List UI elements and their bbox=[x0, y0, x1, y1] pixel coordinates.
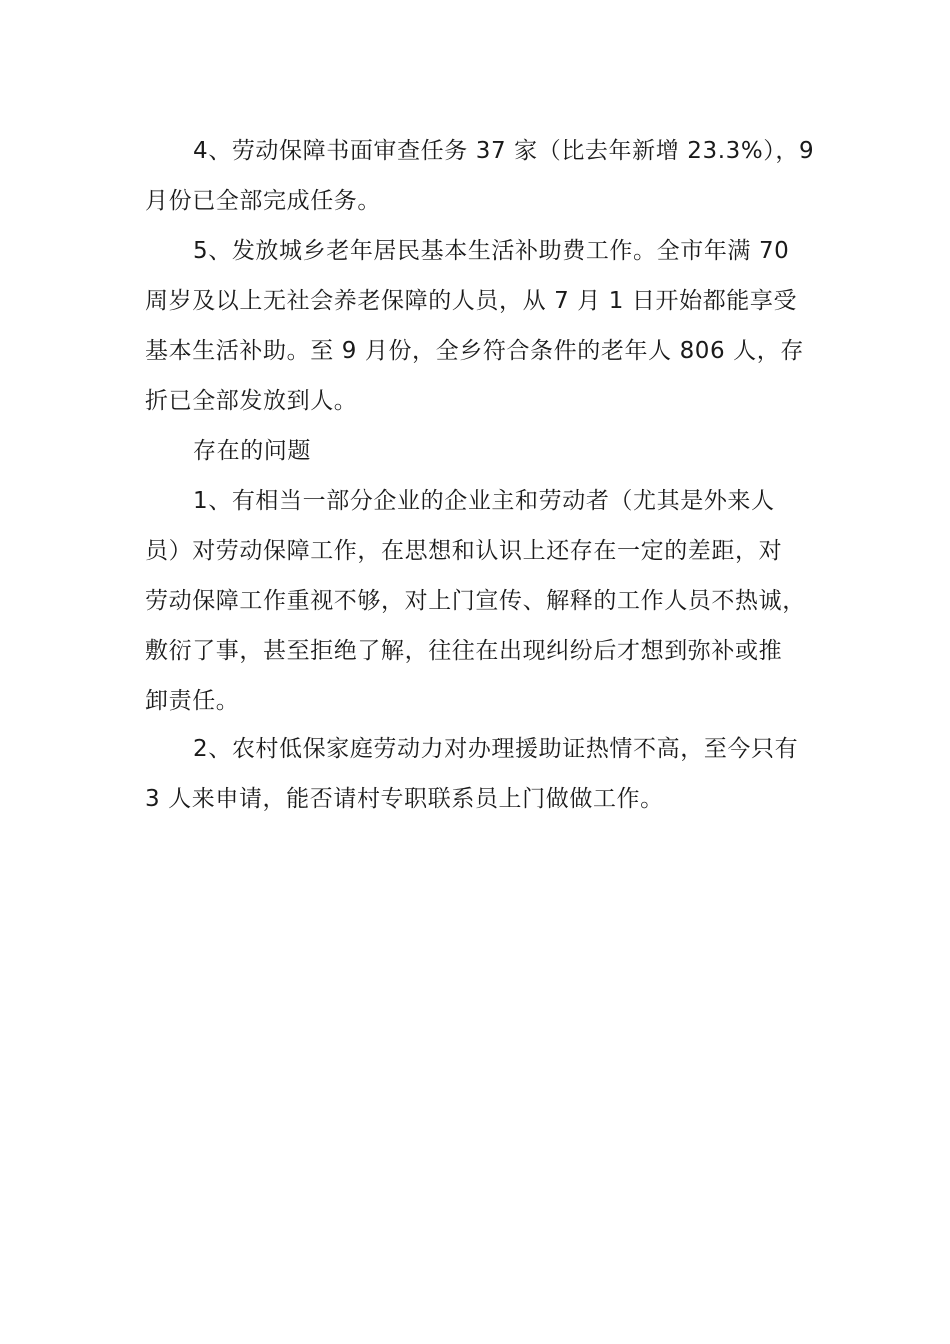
section-heading-problems: 存在的问题 bbox=[193, 438, 311, 464]
problem-1-line-2: 员）对劳动保障工作，在思想和认识上还存在一定的差距，对 bbox=[145, 538, 783, 564]
problem-1-line-1: 1、有相当一部分企业的企业主和劳动者（尤其是外来人 bbox=[193, 488, 775, 514]
para-4-line-1: 4、劳动保障书面审查任务 37 家（比去年新增 23.3%），9 bbox=[193, 138, 815, 164]
problem-1-line-3: 劳动保障工作重视不够，对上门宣传、解释的工作人员不热诚， bbox=[145, 588, 806, 614]
problem-2-line-1: 2、农村低保家庭劳动力对办理援助证热情不高，至今只有 bbox=[193, 736, 799, 762]
para-5-line-4: 折已全部发放到人。 bbox=[145, 388, 358, 414]
para-5-line-3: 基本生活补助。至 9 月份，全乡符合条件的老年人 806 人，存 bbox=[145, 338, 804, 364]
problem-2-line-2: 3 人来申请，能否请村专职联系员上门做做工作。 bbox=[145, 786, 664, 812]
para-5-line-1: 5、发放城乡老年居民基本生活补助费工作。全市年满 70 bbox=[193, 238, 790, 264]
para-5-line-2: 周岁及以上无社会养老保障的人员，从 7 月 1 日开始都能享受 bbox=[145, 288, 798, 314]
problem-1-line-4: 敷衍了事，甚至拒绝了解，往往在出现纠纷后才想到弥补或推 bbox=[145, 638, 783, 664]
para-4-line-2: 月份已全部完成任务。 bbox=[145, 188, 381, 214]
problem-1-line-5: 卸责任。 bbox=[145, 688, 240, 714]
